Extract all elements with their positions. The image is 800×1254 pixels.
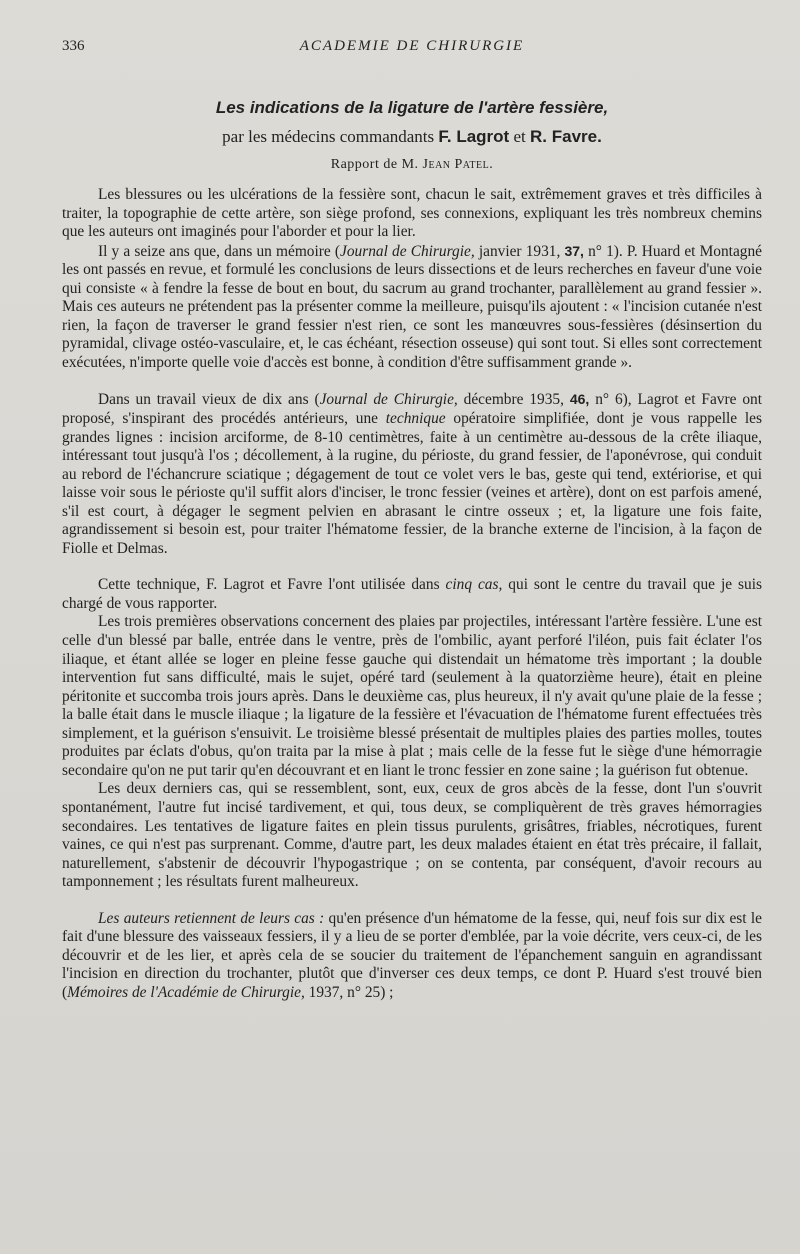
p2-volume: 37, <box>564 242 584 259</box>
byline <box>62 127 762 147</box>
p2-text-b: janvier 1931, <box>474 242 565 260</box>
running-head <box>62 38 762 60</box>
p4-text-b: qui sont le centre du travail que je suis chargé de vous rapporter. <box>62 576 762 612</box>
paragraph-7 <box>62 910 762 1003</box>
p7-text-c: 1937, n° 25) ; <box>304 983 394 1001</box>
p7-text-b: qu'en présence d'un hématome de la fesse, qui, neuf fois sur dix est le fait d'une blessure des vaisseaux fessiers, il y a lieu de se porter d'emblée, par la voie décrite, vers ceux-ci, de les découvrir et de les lier, et après cela de se soucier du traitement de l'épanchement sanguin en agrandissant l'incision en direction du trochanter, plutôt que d'inverser ces deux temps, ce dont P. Huard s'est trouvé bien ( <box>62 909 762 1001</box>
p3-journal-ref: Journal de Chirurgie, <box>319 391 458 409</box>
author-lagrot: F. Lagrot <box>438 127 510 146</box>
p3-volume: 46, <box>569 391 590 408</box>
author-favre: R. Favre. <box>530 127 602 146</box>
report-prefix: Rapport de M. <box>330 157 419 172</box>
article-title: Les indications de la ligature de l'artère fessière, <box>215 98 609 117</box>
p4-text-a: Cette technique, F. Lagrot et Favre l'ont utilisée dans <box>98 576 446 594</box>
report-line <box>62 157 762 173</box>
reporter-name: Jean Patel. <box>422 157 494 172</box>
paragraph-3 <box>62 390 762 558</box>
p3-text-b: décembre 1935, <box>457 391 570 409</box>
p3-text-c: n° 6), Lagrot et Favre ont proposé, s'inspirant des procédés antérieurs, une <box>62 391 763 428</box>
paragraph-6: Les deux derniers cas, qui se ressemblent, sont, eux, ceux de gros abcès de la fesse, dont l'un s'ouvrit spontanément, l'autre fut incisé tardivement, et qui, tous deux, se compliquèrent de très graves hémorragies secondaires. Les tentatives de ligature faites en plein tissus purulents, grisâtres, friables, nécrotiques, furent vaines, ce qui n'est pas surprenant. Comme, d'autre part, les deux malades étaient en état très précaire, il fallait, naturellement, s'abstenir de découvrir l'hypogastrique ; on se contenta, par conséquent, d'avoir recours au tamponnement ; les résultats furent malheureux. <box>62 780 762 891</box>
article-body <box>62 186 762 1002</box>
p3-technique: technique <box>385 410 446 428</box>
p2-text-c: n° 1). P. Huard et Montagné les ont passés en revue, et formulé les conclusions de leurs dissections et de leurs recherches en faveur d'une voie qui consiste « à fendre la fesse de bout en bout, du sacrum au grand trochanter, parallèlement au grand fessier ». Mais ces auteurs ne prétendent pas la présenter comme la meilleure, puisqu'ils ajoutent : « l'incision cutanée n'est rien, la façon de traverser le grand fessier n'est rien, ce sont les manœuvres sous-fessières (désinsertion du pyramidal, clivage ostéo-vasculaire, et, le cas échéant, résection osseuse) qui sont tout. Si elles sont correctement exécutées, n'importe quelle voie d'accès est bonne, à condition d'être suffisamment grande ». <box>62 242 763 371</box>
byline-and: et <box>513 127 526 146</box>
p3-text-d: opératoire simplifiée, dont je vous rappelle les grandes lignes : incision arciforme, de 8-10 centimètres, faite à un centimètre au-dessous de la crête iliaque, intéressant tout jusqu'à l'os ; décollement, à la rugine, du périoste, du grand fessier, de l'aponévrose, qui conduit au rebord de l'échancrure sciatique ; dégagement de tout ce volet vers le bas, geste qui tend, extériorise, et qui laisse voir sous le périoste qu'il suffit alors d'inciser, le tronc fessier (veines et artère), dont on est parfois amené, s'il est court, à dégager le segment pelvien en abrasant le cintre osseux ; et, la ligature une fois faite, agrandissement si besoin est, pour traiter l'hématome fessier, de la branche externe de l'incision, à la façon de Fiolle et Delmas. <box>62 410 762 557</box>
paragraph-5: Les trois premières observations concernent des plaies par projectiles, intéressant l'artère fessière. L'une est celle d'un blessé par balle, entrée dans le ventre, près de l'ombilic, ayant perforé l'iléon, puis fait éclater l'os iliaque, et étant allée se loger en pleine fesse gauche qui distendait un hématome très important ; la double intervention fut sans difficulté, mais le sujet, opéré tard (seulement à la quatorzième heure), était en pleine péritonite et succomba trois jours après. Dans le deuxième cas, plus heureux, il n'y avait qu'une plaie de la fesse ; la balle était dans le muscle iliaque ; la ligature de la fessière et l'évacuation de l'hématome furent effectuées très simplement, et la guérison s'ensuivit. Le troisième blessé présentait de multiples plaies des parties molles, toutes produites par éclats d'obus, qu'on traita par la mise à plat ; mais celle de la fesse fut le siège d'une hémorragie secondaire qu'on ne put tarir qu'en découvrant et en liant le tronc fessier en zone saine ; la guérison fut obtenue. <box>62 613 762 779</box>
page-number: 336 <box>62 38 85 54</box>
paragraph-4 <box>62 576 762 613</box>
p7-memoires-ref: Mémoires de l'Académie de Chirurgie, <box>67 983 305 1001</box>
paragraph-1: Les blessures ou les ulcérations de la fessière sont, chacun le sait, extrêmement graves et très difficiles à traiter, la topographie de cette artère, son siège profond, ses connexions, expliquant les très nombreux chemins que les auteurs ont imaginés pour l'aborder et pour la lier. <box>62 186 762 241</box>
p2-journal-ref: Journal de Chirurgie, <box>340 242 475 260</box>
paragraph-2 <box>62 242 762 373</box>
p3-text-a: Dans un travail vieux de dix ans ( <box>98 391 320 409</box>
byline-prefix: par les médecins commandants <box>222 127 435 146</box>
p4-cinq-cas: cinq cas, <box>445 576 503 594</box>
journal-name: ACADEMIE DE CHIRURGIE <box>299 38 525 54</box>
p7-lead-italic: Les auteurs retiennent de leurs cas : <box>98 909 325 927</box>
p2-text-a: Il y a seize ans que, dans un mémoire ( <box>98 242 340 260</box>
